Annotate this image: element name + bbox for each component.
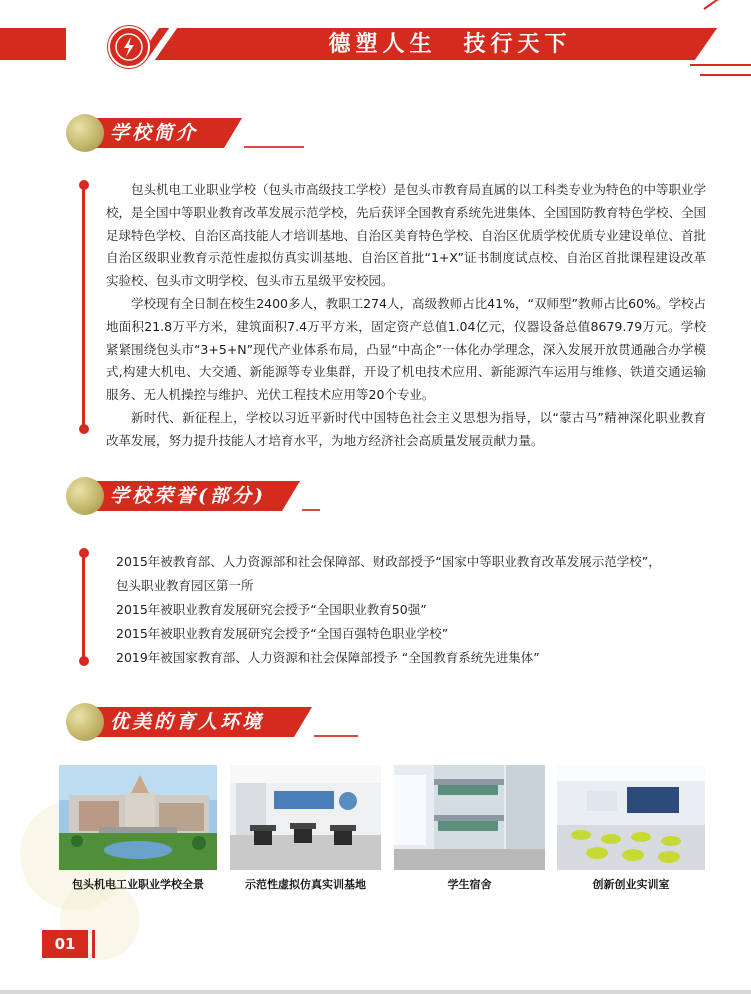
honors-vertical-line — [82, 552, 85, 664]
bottom-bar — [0, 990, 751, 994]
honor-item: 2019年被国家教育部、人力资源和社会保障部授予 “全国教育系统先进集体” — [116, 650, 540, 665]
photo-caption: 示范性虚拟仿真实训基地 — [245, 878, 366, 891]
honor-item: 2015年被职业教育发展研究会授予“全国职业教育50强” — [116, 602, 427, 617]
photo-caption: 包头机电工业职业学校全景 — [72, 878, 204, 891]
section-honors-line — [302, 509, 320, 511]
honors-list — [116, 550, 716, 670]
header-corner-slash — [703, 0, 737, 10]
dormitory-photo — [394, 765, 545, 870]
page-number: 01 — [42, 930, 88, 958]
section-env-line — [314, 735, 358, 737]
campus-aerial-photo — [59, 765, 217, 870]
training-lab-photo — [230, 765, 381, 870]
section-honors-ball — [66, 477, 104, 515]
school-emblem-icon — [108, 26, 150, 68]
section-intro-title: 学校简介 — [110, 122, 199, 144]
innovation-room-photo — [557, 765, 705, 870]
page-number-accent — [92, 930, 95, 958]
honors-bullet-top — [79, 548, 89, 558]
header-line-top — [690, 64, 751, 66]
intro-vertical-line — [82, 186, 85, 432]
honors-bullet-bottom — [79, 656, 89, 666]
intro-paragraph-2: 学校现有全日制在校生2400多人，教职工274人，高级教师占比41%，“双师型”教师占比60%。学校占地面积21.8万平方米，建筑面积7.4万平方米，固定资产总值1.04亿元，仪器设备总值8679.79万元。学校紧紧围绕包头市“3+5+N”现代产业体系布局，凸显“中高企”一体化办学理念，深入发展开放贯通融合办学模式,构建大机电、大交通、新能源等专业集群，开设了机电技术应用、新能源汽车运用与维修、铁道交通运输服务、无人机操控与维护、光伏工程技术应用等20个专业。 — [106, 295, 706, 403]
intro-bullet-bottom — [79, 424, 89, 434]
header-left-stripe — [0, 28, 66, 60]
intro-text — [106, 179, 706, 453]
intro-paragraph-1: 包头机电工业职业学校（包头市高级技工学校）是包头市教育局直属的以工科类专业为特色的中等职业学校，是全国中等职业教育改革发展示范学校，先后获评全国教育系统先进集体、全国国防教育特色学校、全国足球特色学校、自治区高技能人才培训基地、自治区美育特色学校、自治区优质学校优质专业建设单位、首批自治区级职业教育示范性虚拟仿真实训基地、自治区首批“1+X”证书制度试点校、自治区首批课程建设改革实验校、包头市文明学校、包头市五星级平安校园。 — [106, 182, 707, 289]
section-honors-title: 学校荣誉(部分) — [110, 485, 266, 507]
section-intro-ball — [66, 114, 104, 152]
header-line-bottom — [700, 74, 751, 76]
photo-caption: 学生宿舍 — [447, 878, 492, 891]
honor-item: 2015年被教育部、人力资源部和社会保障部、财政部授予“国家中等职业教育改革发展示范学校”， — [116, 554, 661, 569]
header-slogan: 德塑人生 技行天下 — [328, 31, 572, 57]
section-intro-line — [244, 146, 304, 148]
intro-bullet-top — [79, 180, 89, 190]
section-env-title: 优美的育人环境 — [110, 711, 265, 733]
honor-item: 2015年被职业教育发展研究会授予“全国百强特色职业学校” — [116, 626, 449, 641]
photo-caption: 创新创业实训室 — [592, 878, 670, 891]
section-env-ball — [66, 703, 104, 741]
honor-item: 包头职业教育园区第一所 — [116, 578, 254, 593]
intro-paragraph-3: 新时代、新征程上，学校以习近平新时代中国特色社会主义思想为指导，以“蒙古马”精神深化职业教育改革发展，努力提升技能人才培育水平，为地方经济社会高质量发展贡献力量。 — [106, 409, 706, 448]
